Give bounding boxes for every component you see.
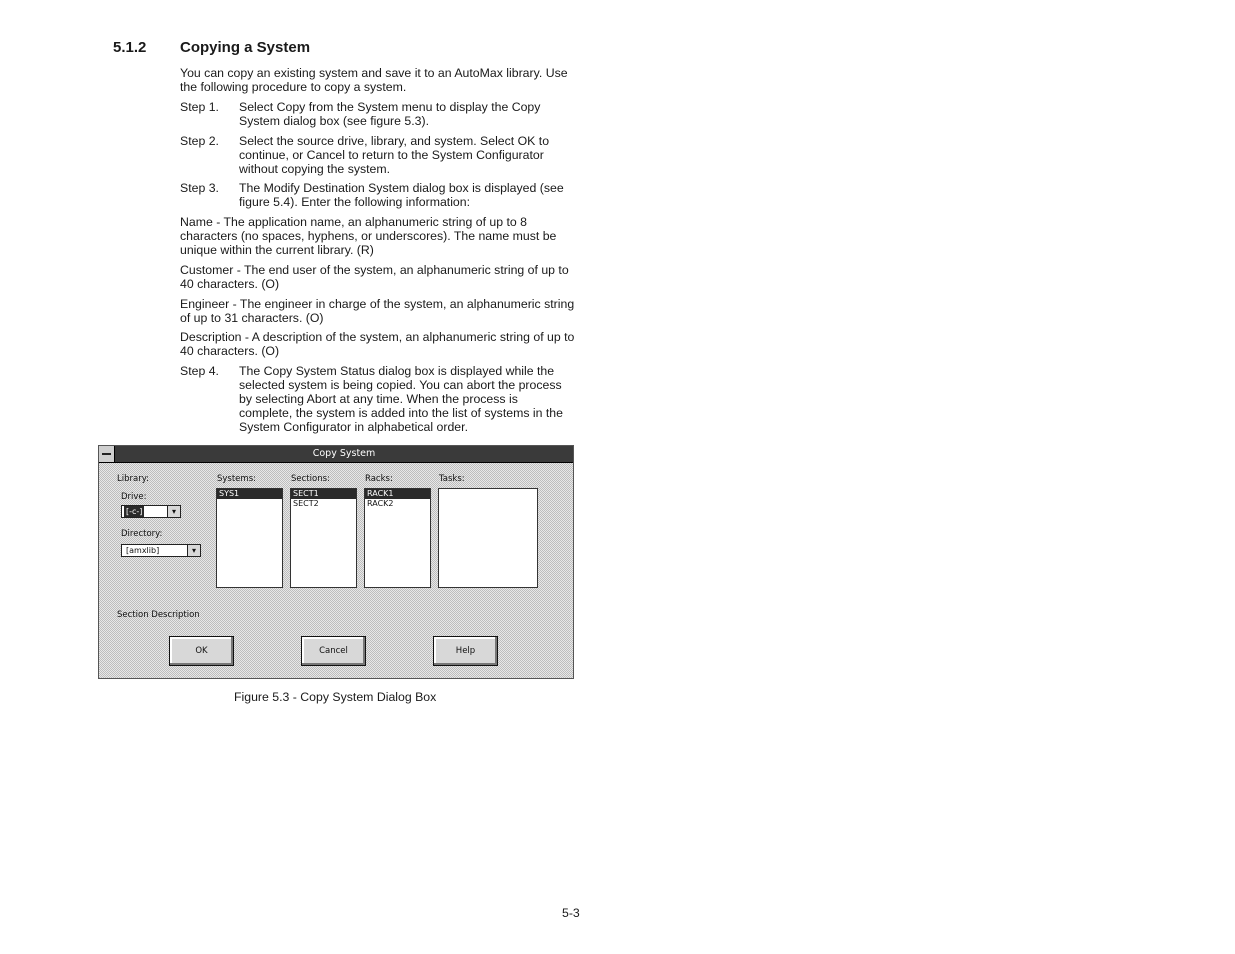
- list-item-system[interactable]: SYS1: [217, 489, 282, 499]
- sections-label: Sections:: [291, 474, 330, 484]
- step-2-text: Select the source drive, library, and system. Select OK to continue, or Cancel to return to the System Configurator without copying the system.: [239, 134, 550, 176]
- drive-value: [-c-]: [126, 507, 143, 516]
- ok-button[interactable]: OK: [169, 636, 234, 666]
- dialog-titlebar: [99, 446, 573, 463]
- list-item-section[interactable]: SECT1: [291, 489, 356, 499]
- list-item-rack[interactable]: RACK2: [367, 499, 394, 508]
- copy-system-dialog: [98, 445, 574, 679]
- field-name-description: Name - The application name, an alphanumeric string of up to 8 characters (no spaces, hyphens, or underscores). The name must be unique within the current library. (R): [180, 215, 557, 257]
- tasks-label: Tasks:: [439, 474, 465, 484]
- intro-paragraph: You can copy an existing system and save it to an AutoMax library. Use the following procedure to copy a system.: [180, 66, 568, 94]
- racks-label: Racks:: [365, 474, 393, 484]
- field-customer-description: Customer - The end user of the system, an alphanumeric string of up to 40 characters. (O): [180, 263, 569, 291]
- tasks-listbox[interactable]: [438, 488, 538, 588]
- step-4-text: The Copy System Status dialog box is displayed while the selected system is being copied. You can abort the process by selecting Abort at any time. When the process is complete, the system is added into the list of systems in the System Configurator in alphabetical order.: [239, 364, 563, 434]
- field-description-description: Description - A description of the system, an alphanumeric string of up to 40 characters. (O): [180, 330, 575, 358]
- section-title: Copying a System: [180, 39, 311, 56]
- directory-dropdown[interactable]: [121, 544, 201, 557]
- step-3-label: Step 3.: [180, 181, 219, 195]
- systems-label: Systems:: [217, 474, 256, 484]
- drive-label: Drive:: [121, 492, 147, 502]
- cancel-button[interactable]: Cancel: [301, 636, 366, 666]
- help-button[interactable]: Help: [433, 636, 498, 666]
- list-item-rack[interactable]: RACK1: [365, 489, 430, 499]
- section-number: 5.1.2: [113, 39, 147, 56]
- library-label: Library:: [117, 474, 149, 484]
- directory-dropdown-arrow-icon[interactable]: ▾: [187, 545, 200, 556]
- drive-dropdown-arrow-icon[interactable]: ▾: [167, 506, 180, 517]
- figure-caption: Figure 5.3 - Copy System Dialog Box: [234, 690, 437, 704]
- field-engineer-description: Engineer - The engineer in charge of the system, an alphanumeric string of up to 31 characters. (O): [180, 297, 575, 325]
- sections-listbox[interactable]: [290, 488, 357, 588]
- step-3-text: The Modify Destination System dialog box is displayed (see figure 5.4). Enter the following information:: [239, 181, 564, 209]
- section-description-label: Section Description: [117, 610, 200, 620]
- page-number: 5-3: [562, 906, 580, 920]
- step-4-label: Step 4.: [180, 364, 219, 378]
- list-item-section[interactable]: SECT2: [293, 499, 319, 508]
- directory-label: Directory:: [121, 529, 163, 539]
- drive-dropdown[interactable]: [121, 505, 181, 518]
- racks-listbox[interactable]: [364, 488, 431, 588]
- step-2-label: Step 2.: [180, 134, 219, 148]
- directory-value: [amxlib]: [126, 546, 160, 555]
- systems-listbox[interactable]: [216, 488, 283, 588]
- step-1-text: Select Copy from the System menu to display the Copy System dialog box (see figure 5.3).: [239, 100, 541, 128]
- step-1-label: Step 1.: [180, 100, 219, 114]
- dialog-title: Copy System: [312, 448, 376, 459]
- system-menu-icon[interactable]: [99, 446, 115, 462]
